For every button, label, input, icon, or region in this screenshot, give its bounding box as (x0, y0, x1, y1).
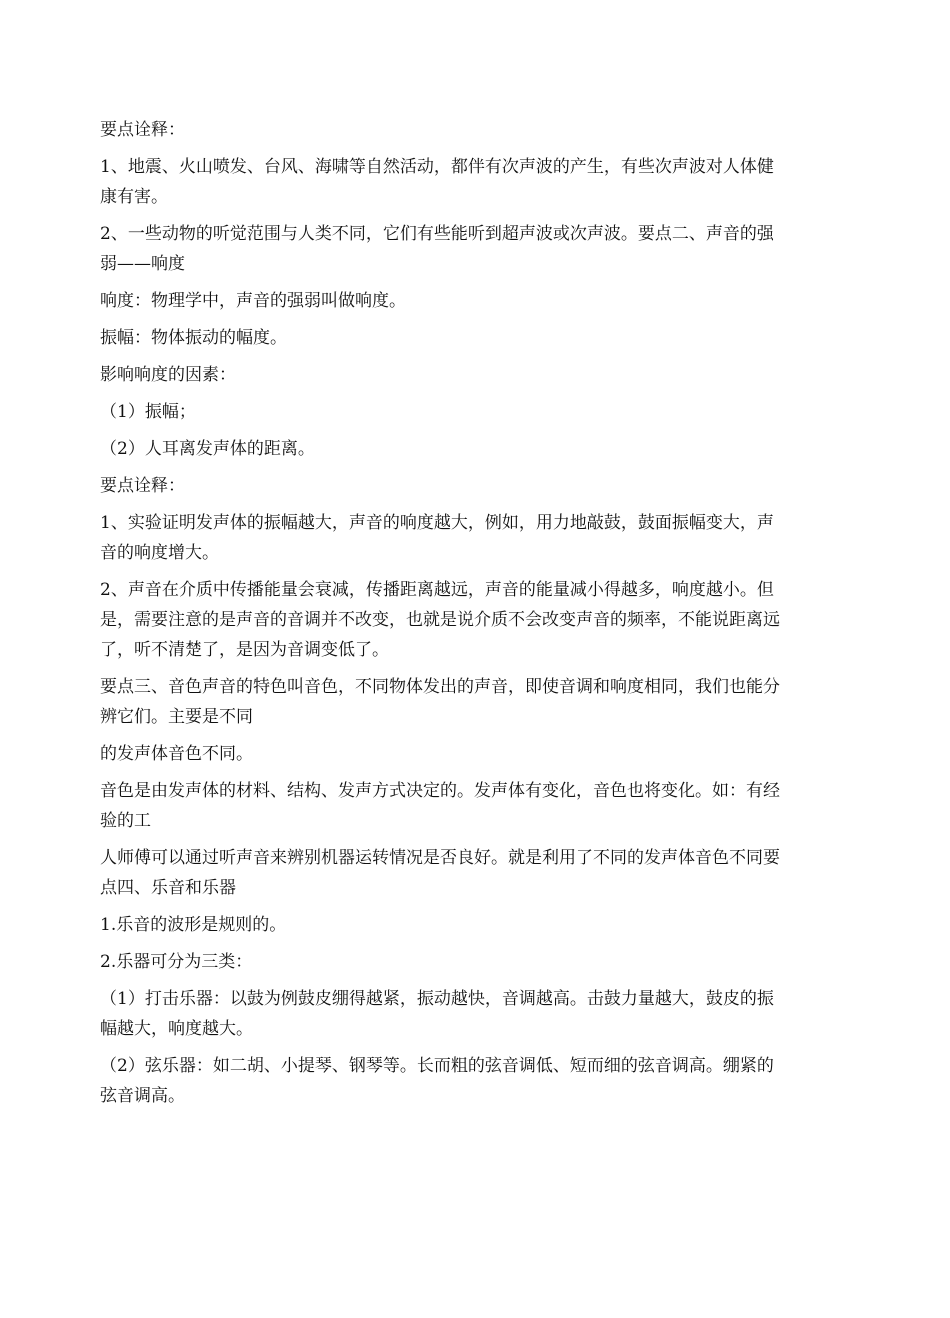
text-line: 2、声音在介质中传播能量会衰减，传播距离越远，声音的能量减小得越多，响度越小。但 (100, 580, 774, 600)
text-line: 点四、乐音和乐器 (100, 878, 236, 898)
paragraph-amplitude-definition (100, 323, 855, 353)
paragraph-musical-waveform (100, 910, 855, 940)
paragraph-machine-sound (100, 843, 855, 903)
text-line: 的发声体音色不同。 (100, 744, 253, 764)
paragraph-percussion (100, 984, 855, 1044)
paragraph-timbre-intro (100, 672, 855, 732)
paragraph-energy-attenuation (100, 575, 855, 665)
text-line: 验的工 (100, 811, 151, 831)
text-line: 1.乐音的波形是规则的。 (100, 915, 287, 935)
text-line: 要点诠释： (100, 120, 185, 140)
paragraph-key-points-1 (100, 115, 855, 145)
text-line: 弱——响度 (100, 254, 185, 274)
paragraph-string-instruments (100, 1051, 855, 1111)
text-line: 2.乐器可分为三类： (100, 952, 253, 972)
paragraph-timbre-differs (100, 739, 855, 769)
text-line: 康有害。 (100, 187, 168, 207)
text-line: 音的响度增大。 (100, 543, 219, 563)
text-line: 要点三、音色声音的特色叫音色，不同物体发出的声音，即使音调和响度相同，我们也能分 (100, 677, 780, 697)
text-line: （2）弦乐器：如二胡、小提琴、钢琴等。长而粗的弦音调低、短而细的弦音调高。绷紧的 (100, 1056, 774, 1076)
text-line: 1、实验证明发声体的振幅越大，声音的响度越大，例如，用力地敲鼓，鼓面振幅变大，声 (100, 513, 774, 533)
text-line: 弦音调高。 (100, 1086, 185, 1106)
text-line: （1）振幅； (100, 402, 196, 422)
text-line: 了，听不清楚了，是因为音调变低了。 (100, 640, 389, 660)
paragraph-loudness-factors (100, 360, 855, 390)
paragraph-factor-1 (100, 397, 855, 427)
paragraph-instrument-types (100, 947, 855, 977)
paragraph-loudness-definition (100, 286, 855, 316)
paragraph-animal-hearing (100, 219, 855, 279)
document-body (100, 115, 855, 1118)
text-line: 辨它们。主要是不同 (100, 707, 253, 727)
paragraph-timbre-factors (100, 776, 855, 836)
paragraph-amplitude-experiment (100, 508, 855, 568)
text-line: 响度：物理学中，声音的强弱叫做响度。 (100, 291, 406, 311)
text-line: （1）打击乐器：以鼓为例鼓皮绷得越紧，振动越快，音调越高。击鼓力量越大，鼓皮的振 (100, 989, 774, 1009)
text-line: 振幅：物体振动的幅度。 (100, 328, 287, 348)
text-line: 音色是由发声体的材料、结构、发声方式决定的。发声体有变化，音色也将变化。如：有经 (100, 781, 780, 801)
text-line: 要点诠释： (100, 476, 185, 496)
text-line: 2、一些动物的听觉范围与人类不同，它们有些能听到超声波或次声波。要点二、声音的强 (100, 224, 774, 244)
text-line: 1、地震、火山喷发、台风、海啸等自然活动，都伴有次声波的产生，有些次声波对人体健 (100, 157, 774, 177)
text-line: 人师傅可以通过听声音来辨别机器运转情况是否良好。就是利用了不同的发声体音色不同要 (100, 848, 780, 868)
text-line: （2）人耳离发声体的距离。 (100, 439, 315, 459)
text-line: 影响响度的因素： (100, 365, 236, 385)
paragraph-factor-2 (100, 434, 855, 464)
paragraph-infrasound-natural (100, 152, 855, 212)
paragraph-key-points-2 (100, 471, 855, 501)
text-line: 幅越大，响度越大。 (100, 1019, 253, 1039)
text-line: 是，需要注意的是声音的音调并不改变，也就是说介质不会改变声音的频率，不能说距离远 (100, 610, 780, 630)
